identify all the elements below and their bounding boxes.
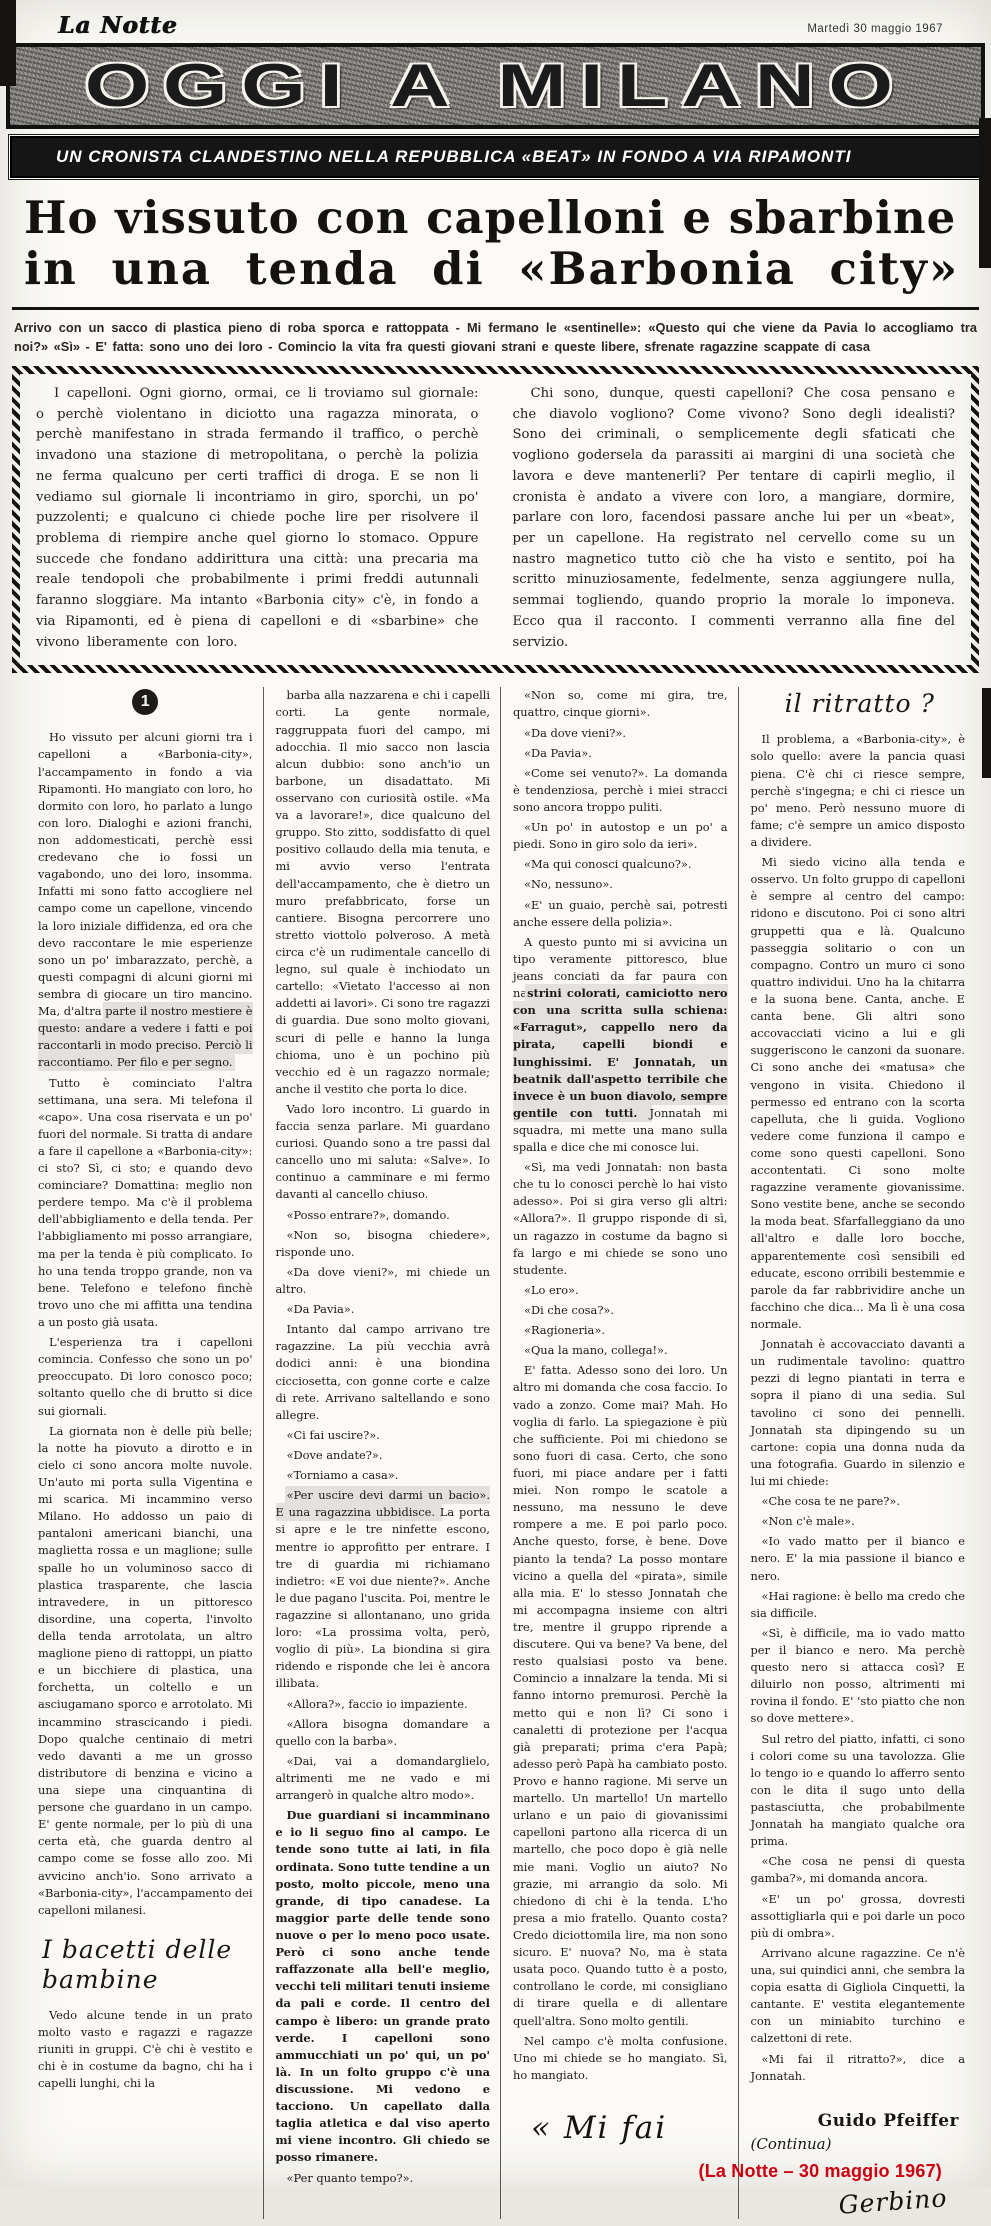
paragraph: «Sì, ma vedi Jonnatah: non basta che tu lo conosci perchè lo hai visto adesso». Poi si gira verso gli altri: «Allora?». Il gruppo risponde di sì, un ragazzo in costume da bagno si fa largo e mi chiede se sono uno studente. — [513, 1160, 728, 1277]
paragraph: Jonnatah è accovacciato davanti a un rudimentale tavolino: quattro pezzi di legno piantati in terra e sopra il piano di una sedia. Sul tavolino ci sono dei pennelli. Jonnatah sta dipingendo su un cartone: copia una donna nuda da una fotografia. Guardo in silenzio e lui mi chiede: — [750, 1337, 965, 1489]
pullquote: « Mi fai — [531, 2109, 668, 2146]
paragraph: «Non so, bisogna chiedere», risponde uno. — [275, 1227, 490, 1259]
paragraph: «Di che cosa?». — [524, 1303, 615, 1318]
paragraph: «No, nessuno». — [524, 877, 613, 892]
paragraph: Tutto è cominciato l'altra settimana, una sera. Mi telefona il «capo». Una cosa riservata e un po' fuori del normale. Si tratta di andare a fare il capellone a «Barbonia-city»: ci sto? Sì, ci sto; e quando devo cominciare? Domattina: meglio non perdere tempo. Ma c'è il problema dell'abbigliamento e della tenda. Per l'abbigliamento mi posso arrangiare, ma per la tenda è più complicato. Io ho una tenda troppo grande, non va bene. Telefono e telefono finchè trovo uno che mi affitta una tendina a un posto già usata. — [38, 1075, 253, 1330]
byline: Guido Pfeiffer — [817, 2110, 959, 2131]
paragraph: L'esperienza tra i capelloni comincia. Confesso che sono un po' preoccupato. Di loro conosco poco; soltanto quello che di brutto si dice sui giornali. — [38, 1335, 253, 1418]
article-column-3 — [500, 687, 738, 2218]
paragraph: «E' un po' grossa, dovresti assottigliarla qui e poi darle un poco più di ombra». — [750, 1891, 965, 1940]
paragraph: «Un po' in autostop e un po' a piedi. Sono in giro solo da ieri». — [513, 820, 728, 852]
paragraph: «Come sei venuto?». La domanda è tendenziosa, perchè i miei stracci sono ancora troppo puliti. — [513, 765, 728, 814]
paragraph: «E' un guaio, perchè sai, potresti anche essere della polizia». — [513, 897, 728, 929]
paragraph: «Hai ragione: è bello ma credo che sia difficile. — [750, 1588, 965, 1620]
headline-line-1: Ho vissuto con capelloni e sbarbine — [24, 191, 957, 244]
paragraph: «Non c'è male». — [761, 1514, 855, 1529]
paragraph: Il problema, a «Barbonia-city», è solo quello: avere la pancia quasi piena. C'è chi ci riesce sempre, perchè s'ingegna; e chi ci riesce un po' meno. Però nessuno muore di fame; c'è sempre un amico disposto a dividere. — [750, 732, 965, 849]
rule — [12, 307, 979, 310]
paragraph: «Per quanto tempo?». — [286, 2170, 414, 2185]
masthead — [0, 0, 991, 43]
paragraph: Due guardiani si incamminano e io li seguo fino al campo. Le tende sono tutte ai lati, in fila ordinata. Sono tutte tendine a un posto, molto piccole, meno una grande, di tipo canadese. La maggior parte delle tende sono nuove o per lo meno poco usate. Però ci sono anche tende raffazzonate alla bell'e meglio, vecchi teli militari tenuti insieme da pali e corde. Il centro del campo è libero: un grande prato verde. I capelloni sono ammucchiati un po' qui, un po' là. In un folto gruppo c'è una discussione. Mi vedono e tacciono. Un capellato dalla taglia atletica e dal viso aperto mi viene incontro. Gli chiedo se posso rimanere. — [275, 1808, 490, 2165]
paragraph: Ho vissuto per alcuni giorni tra i capelloni a «Barbonia-city», l'accampamento in fondo a via Ripamonti. Ho mangiato con loro, ho dormito con loro, ho parlato a lungo con loro. Dialoghi e azioni franchi, non addomesticati, perchè essi credevano che io fossi un vagabondo, uno dei loro, insomma. Infatti mi sono fatto accogliere nel campo come un capellone, vincendo la loro iniziale diffidenza, ed ora che devo raccontare le mie esperienze sono un po' imbarazzato, perchè, a questi compagni di alcuni giorni mi sembra di giocare un tiro mancino. Ma, d'altra parte il nostro mestiere è questo: andare a vedere i fatti e poi raccontarli in modo preciso. Perciò li raccontiamo. Per filo e per segno. — [38, 730, 253, 1070]
scan-artifact — [982, 688, 991, 778]
intro-box — [12, 366, 979, 673]
paragraph: «Sì, è difficile, ma io vado matto per il bianco e nero. Ma perchè questo nero si attacca così? E diluirlo non posso, altrimenti mi rovina il fondo. E' 'sto piatto che non so dove mettere». — [750, 1625, 965, 1726]
paragraph: «Per uscire devi darmi un bacio». E una ragazzina ubbidisce. La porta si apre e le tre ninfette escono, mentre io approfitto per entrare. I tre di guardia mi richiamano indietro: «E voi due niente?». Anche le due pagano l'uscita. Poi, mentre le ragazzine si allontanano, uno grida loro: «La prossima volta, però, voglio di più». La biondina si gira ridendo e risponde che lei è ancora illibata. — [275, 1488, 490, 1691]
subhead: il ritratto ? — [784, 689, 935, 719]
paragraph: «Qua la mano, collega!». — [524, 1343, 668, 1358]
paragraph: Arrivano alcune ragazzine. Ce n'è una, sui quindici anni, che sembra la copia esatta di Gigliola Cinquetti, la cantante. E' vestita elegantemente con un miniabito turchino e calzettoni di rete. — [750, 1945, 965, 2046]
continua: (Continua) — [750, 2134, 832, 2153]
kicker-strip: UN CRONISTA CLANDESTINO NELLA REPUBBLICA «BEAT» IN FONDO A VIA RIPAMONTI — [10, 136, 981, 178]
scan-artifact — [0, 0, 16, 86]
paragraph: «Non so, come mi gira, tre, quattro, cinque giorni». — [513, 688, 728, 720]
paragraph: «Da dove vieni?». — [524, 725, 626, 740]
paragraph: «Ragioneria». — [524, 1323, 605, 1338]
standfirst: Arrivo con un sacco di plastica pieno di roba sporca e rattoppata - Mi fermano le «sentinelle»: «Questo qui che viene da Pavia lo accogliamo tra noi?» «Sì» - E' fatta: sono uno dei loro - Comincio la vita fra questi giovani strani e queste libere, sfrenate ragazzine scappate di casa — [14, 319, 977, 354]
paragraph: Vado loro incontro. Li guardo in faccia senza parlare. Mi guardano curiosi. Quando sono a tre passi dal cancello uno mi saluta: «Salve». Io continuo a camminare e mi fermo davanti al cancello chiuso. — [275, 1101, 490, 1202]
paragraph: «Che cosa te ne pare?». — [761, 1494, 900, 1509]
signature: Gerbino — [837, 2182, 948, 2220]
paragraph: «Dove andate?». — [286, 1448, 383, 1463]
paragraph: E' fatta. Adesso sono dei loro. Un altro mi domanda che cosa faccio. Io vado a zonzo. Come mai? Mah. Ho voglia di farlo. La spiegazione è più che sufficiente. Poi mi chiedono se sono fuori di casa. Certo, che sono fuori, mi piace andare per i fatti miei. Non rompo le scatole a nessuno, ma nessuno le deve rompere a me. E poi parlo poco. Anche questo, forse, è bene. Dove pianto la tenda? La posso montare vicino a quella del «pirata», simile alla mia. E' lo stesso Jonnatah che mi accompagna insieme con altri tre, mentre il gruppo riprende a discutere. Qui va bene? Va bene, del resto qualsiasi posto va bene. Comincio a innalzare la tenda. Mi si fanno intorno premurosi. Perchè la metto qui e non lì? Ci sono i canaletti di protezione per l'acqua già preparati; prima c'era Papà; adesso però Papà ha cambiato posto. Provo e hanno ragione. Mi serve un martello. Un martello! Un martello urlano e un paio di giovanissimi capelloni partono alla ricerca di un martello, che poco dopo è già nelle mie mani. Voglio un aiuto? No grazie, mi arrangio da solo. Mi chiedono di chi è la tenda. L'ho presa a mio fratello. Quanto costa? Credo diciottomila lire, ma non sono sicuro. E' nuova? No, ma è stata usata poco. Quando tutto è a posto, controllano le corde, mi consigliano di tirare quella e di allentare quell'altra. Sono molto gentili. — [513, 1363, 728, 2028]
paragraph: «Posso entrare?», domando. — [286, 1207, 450, 1222]
article-column-1 — [26, 687, 263, 2218]
paragraph: «Lo ero». — [524, 1282, 579, 1297]
paragraph: «Allora bisogna domandare a quello con la barba». — [275, 1716, 490, 1748]
paragraph: «Mi fai il ritratto?», dice a Jonnatah. — [750, 2051, 965, 2083]
article-body — [26, 687, 975, 2218]
paragraph: «Da Pavia». — [524, 745, 592, 760]
paragraph: «Ci fai uscire?». — [286, 1427, 380, 1442]
paragraph: A questo punto mi si avvicina un tipo veramente pittoresco, blue jeans conciati da far paura con nastrini colorati, camiciotto nero con una scritta sulla schiena: «Farragut», cappello nero da pirata, capelli biondi e lunghissimi. E' Jonnatah, un beatnik dall'aspetto terribile che invece è un buon diavolo, sempre gentile con tutti. Jonnatah mi squadra, mi mette una mano sulla spalla e dice che mi conosce lui. — [513, 934, 728, 1155]
headline-line-2: in una tenda di «Barbonia city» — [24, 242, 960, 296]
intro-box-left: I capelloni. Ogni giorno, ormai, ce li troviamo sul giornale: o perchè violentano in diciotto una ragazza minorata, o perchè manifestano in strada fermando il traffico, o perchè invadono una stazione di metropolitana, o perchè la polizia ne ferma qualcuno per certi traffici di droga. E se non li vediamo sul giornale li incontriamo in giro, sporchi, un po' puzzolenti; e qualcuno ci chiede poche lire per risolvere il problema di riempire anche quel giorno lo stomaco. Oppure succede che fondano addirittura una città: una precaria ma reale tendopoli che probabilmente i primi freddi autunnali faranno sloggiare. Ma intanto «Barbonia city» c'è, in fondo a via Ripamonti, ed è piena di capelloni e di «sbarbine» che vivono liberamente con loro. — [36, 385, 479, 650]
paragraph: «Io vado matto per il bianco e nero. E' la mia passione il bianco e nero. — [750, 1534, 965, 1583]
paragraph: Vedo alcune tende in un prato molto vasto e ragazzi e ragazze riuniti in gruppi. C'è chi è vestito e chi è in costume da bagno, chi ha i capelli lunghi, chi la — [38, 2007, 253, 2091]
section-banner-title: OGGI A MILANO — [84, 52, 907, 119]
intro-box-right: Chi sono, dunque, questi capelloni? Che cosa pensano e che diavolo vogliono? Come vivono? Sono degli idealisti? Sono dei criminali, o semplicemente degli sfaticati che vogliono godersela da parassiti ai margini di una società che lavora e deve mantenerli? Per tentare di capirli meglio, il cronista è andato a vivere con loro, a mangiare, dormire, parlare con loro, facendosi passare anche lui per un «beat», per un capellone. Ha registrato nel cervello come su un nastro magnetico tutto ciò che ha visto e sentito, poi ha scritto minuziosamente, fedelmente, senza aggiungere nulla, semmai togliendo, quando proprio la morale lo imponeva. Ecco qua il racconto. I commenti verranno alla fine del servizio. — [512, 385, 955, 650]
paragraph: Mi siedo vicino alla tenda e osservo. Un folto gruppo di capelloni è sempre al centro del campo: ridono e discutono. Poi ci sono altri gruppetti qua e là. Qualcuno passeggia solitario o con un compagno. Contro un muro ci sono quattro individui. Uno ha la chitarra e la suona bene. Canta, anche. E canta bene. Gli altri sono accovacciati vicino a lui e gli suggeriscono le canzoni da suonare. Ci sono anche dei «matusa» che vengono in visita. Chiedono il permesso ed entrano con la scorta capelluta, che li guida. Vogliono vedere come funziona il campo e come sono questi capelloni. Sono accontentati. Ci sono molte ragazzine veramente giovanissime. Sono vestite bene, anche se secondo la moda beat. Sfarfalleggiano da uno all'altro e dalle loro bocche, apparentemente così sensibili ed educate, escono orribili bestemmie e parole da far rabbrividire anche un facchino che dica... Ma lì è una cosa normale. — [750, 855, 965, 1332]
headline — [0, 178, 991, 297]
newspaper-logo: La Notte — [58, 12, 178, 39]
article-column-2 — [263, 687, 501, 2218]
paragraph: «Ma qui conosci qualcuno?». — [524, 857, 692, 872]
paragraph: Nel campo c'è molta confusione. Uno mi chiede se ho mangiato. Sì, ho mangiato. — [513, 2033, 728, 2082]
paragraph: Sul retro del piatto, infatti, ci sono i colori come su una tavolozza. Glie lo tengo io e quando lo afferro sento con le dita il sugo unto della pastasciutta, che probabilmente Jonnatah ha mangiato qualche ora prima. — [750, 1731, 965, 1849]
paragraph: barba alla nazzarena e chi i capelli corti. La gente normale, raggruppata fuori del campo, mi adocchia. Il mio sacco non lascia alcun dubbio: sono anch'io un barbone, un disadattato. Mi osservano con curiosità ostile. «Ma va a lavorare!», dice qualcuno del gruppo. Sto zitto, soddisfatto di quel positivo collaudo della mia tenuta, e mi avvio verso l'entrata dell'accampamento, che è dietro un muro prefabbricato, forse un cantiere. Bisogna percorrere uno stretto viottolo polveroso. A metà circa c'è un rudimentale cancello di legno, sul quale è inchiodato un cartello: «Vietato l'accesso ai non addetti ai lavori». Ci sono tre ragazzi di guardia. Due sono molto giovani, scuri di pelle e hanno la lunga chioma, uno è un pochino più vecchio ed è un ragazzo normale; anche il vestito che porta lo dice. — [275, 688, 490, 1096]
marker: 1 — [132, 689, 158, 715]
paragraph: «Da dove vieni?», mi chiede un altro. — [275, 1264, 490, 1297]
subhead: I bacetti delle bambine — [42, 1934, 233, 1994]
section-banner — [6, 43, 985, 129]
issue-date: Martedì 30 maggio 1967 — [807, 23, 943, 35]
article-column-4 — [698, 687, 976, 2220]
paragraph: Intanto dal campo arrivano tre ragazzine. La più vecchia avrà dodici anni: è una biondina cicciosetta, con gonne corte e calze di rete. Arrivano saltellando e sono allegre. — [275, 1322, 490, 1422]
paragraph: «Dai, vai a domandarglielo, altrimenti me ne vado e mi arrangerò in qualche altro modo». — [275, 1753, 490, 1803]
paragraph: «Torniamo a casa». — [286, 1468, 399, 1483]
paragraph: «Allora?», faccio io impaziente. — [286, 1696, 468, 1711]
paragraph: «Che cosa ne pensi di questa gamba?», mi domanda ancora. — [750, 1854, 965, 1886]
credit: (La Notte – 30 maggio 1967) — [698, 2160, 942, 2181]
scan-artifact — [979, 118, 991, 268]
paragraph: «Da Pavia». — [286, 1302, 355, 1317]
paragraph: La giornata non è delle più belle; la notte ha piovuto a dirotto e in cielo ci sono ancora molte nuvole. Un'auto mi porta sulla Vigentina e mi scarica. Mi incammino verso Milano. Ho addosso un paio di pantaloni americani bianchi, una maglietta rossa e un maglione; sulle spalle ho un voluminoso sacco di plastica trasparente, che lascia intravedere, in un pittoresco disordine, una coperta, l'involto della tenda arrotolata, un altro maglione pieno di rattoppi, un piatto e un bicchiere di plastica, una forchetta, un coltello e un asciugamano sporco e arrotolato. Mi incammino strascicando i piedi. Dopo qualche centinaio di metri vedo davanti a me un grosso distributore di benzina e vicino a una siepe una cinquantina di persone che guardano in un campo. E' gente normale, per lo più di una certa età, che guarda dentro al campo come se fosse allo zoo. Mi avvicino anch'io. Sono arrivato a «Barbonia-city», l'accampamento dei capelloni milanesi. — [38, 1423, 253, 1917]
